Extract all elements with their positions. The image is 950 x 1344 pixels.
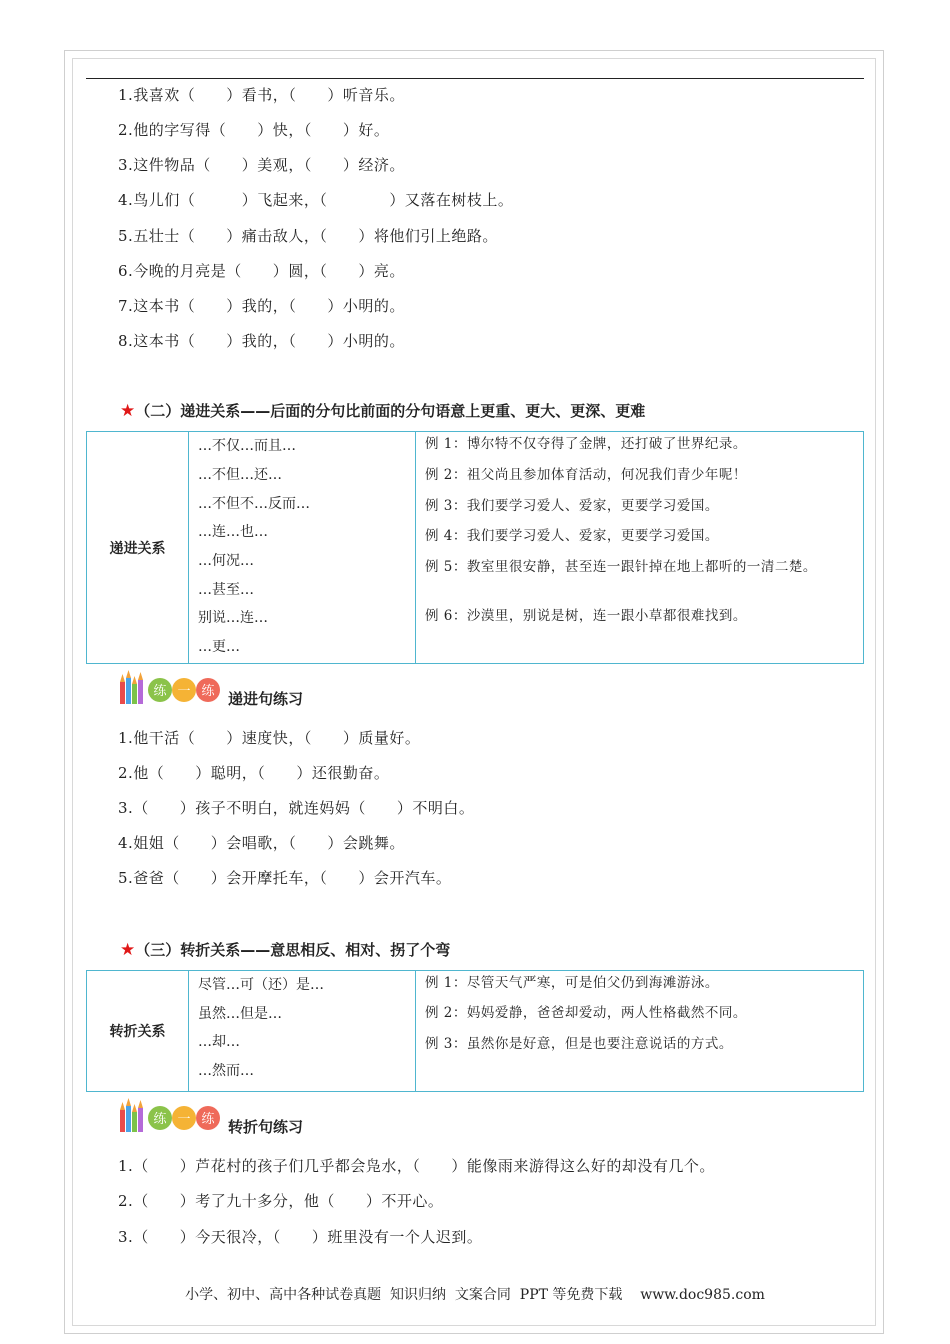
practice-badge-icon: [118, 1098, 224, 1136]
exercise-line: 4.鸟儿们（ ）飞起来，（ ）又落在树枝上。: [118, 191, 514, 209]
exercise-line: 8.这本书（ ）我的，（ ）小明的。: [118, 332, 405, 350]
example-sentence: 例 2：妈妈爱静，爸爸却爱动，两人性格截然不同。: [425, 1005, 747, 1021]
practice-line: 1.他干活（ ）速度快，（ ）质量好。: [118, 729, 421, 747]
examples-cell: [415, 971, 863, 1091]
section-title-progressive: ★（二）递进关系——后面的分句比前面的分句语意上更重、更大、更深、更难: [120, 401, 646, 421]
examples-cell: [415, 432, 863, 663]
practice-line: 2.（ ）考了九十多分，他（ ）不开心。: [118, 1192, 444, 1210]
badge-char: 练: [201, 1112, 215, 1127]
badge-char: 一: [177, 684, 191, 699]
badge-char: 练: [201, 684, 215, 699]
connective-word: …然而…: [198, 1063, 254, 1079]
badge-char: 练: [153, 684, 167, 699]
practice-line: 2.他（ ）聪明，（ ）还很勤奋。: [118, 764, 390, 782]
exercise-line: 5.五壮士（ ）痛击敌人，（ ）将他们引上绝路。: [118, 227, 498, 245]
exercise-line: 2.他的字写得（ ）快，（ ）好。: [118, 121, 390, 139]
example-sentence: 例 6：沙漠里，别说是树，连一跟小草都很难找到。: [425, 608, 747, 624]
example-sentence: 例 1：博尔特不仅夺得了金牌，还打破了世界纪录。: [425, 436, 747, 452]
badge-char: 练: [153, 1112, 167, 1127]
exercise-line: 3.这件物品（ ）美观，（ ）经济。: [118, 156, 405, 174]
connective-word: …何况…: [198, 553, 254, 569]
connective-word: …连…也…: [198, 524, 268, 540]
example-sentence: 例 2：祖父尚且参加体育活动，何况我们青少年呢！: [425, 467, 747, 483]
practice-line: 5.爸爸（ ）会开摩托车，（ ）会开汽车。: [118, 869, 452, 887]
example-sentence: 例 3：虽然你是好意，但是也要注意说话的方式。: [425, 1036, 733, 1052]
practice-title-progressive: 递进句练习: [228, 690, 304, 708]
connective-word: …更…: [198, 639, 240, 655]
example-sentence: 例 4：我们要学习爱人、爱家，更要学习爱国。: [425, 528, 719, 544]
example-sentence: 例 3：我们要学习爱人、爱家，更要学习爱国。: [425, 498, 719, 514]
badge-char: 一: [177, 1112, 191, 1127]
star-icon: ★: [120, 401, 136, 421]
connective-word: 尽管…可（还）是…: [198, 977, 324, 993]
relation-name-cell: 递进关系: [87, 432, 189, 663]
exercise-line: 1.我喜欢（ ）看书，（ ）听音乐。: [118, 86, 405, 104]
connective-word: …不仅…而且…: [198, 438, 296, 454]
exercise-line: 7.这本书（ ）我的，（ ）小明的。: [118, 297, 405, 315]
example-sentence: 例 5：教室里很安静，甚至连一跟针掉在地上都听的一清二楚。: [425, 559, 817, 575]
connective-word: 别说…连…: [198, 610, 268, 626]
section-title-adversative: ★（三）转折关系——意思相反、相对、拐了个弯: [120, 940, 451, 960]
connective-words-cell: [188, 971, 416, 1091]
connective-words-cell: [188, 432, 416, 663]
connective-word: …却…: [198, 1034, 240, 1050]
practice-badge-icon: [118, 670, 224, 708]
practice-line: 3.（ ）孩子不明白，就连妈妈（ ）不明白。: [118, 799, 475, 817]
exercise-line: 6.今晚的月亮是（ ）圆，（ ）亮。: [118, 262, 405, 280]
connective-word: …不但…还…: [198, 467, 282, 483]
practice-title-adversative: 转折句练习: [228, 1118, 304, 1136]
relation-name-cell: 转折关系: [87, 971, 189, 1091]
example-sentence: 例 1：尽管天气严寒，可是伯父仍到海滩游泳。: [425, 975, 719, 991]
progressive-relation-table: [86, 431, 864, 664]
connective-word: …甚至…: [198, 582, 254, 598]
adversative-relation-table: [86, 970, 864, 1092]
practice-line: 1.（ ）芦花村的孩子们几乎都会凫水，（ ）能像雨来游得这么好的却没有几个。: [118, 1157, 715, 1175]
footer-text: 小学、初中、高中各种试卷真题 知识归纳 文案合同 PPT 等免费下载 www.doc985.com: [185, 1287, 765, 1303]
header-rule: [86, 78, 864, 79]
connective-word: 虽然…但是…: [198, 1006, 282, 1022]
practice-line: 3.（ ）今天很冷，（ ）班里没有一个人迟到。: [118, 1228, 483, 1246]
connective-word: …不但不…反而…: [198, 496, 310, 512]
practice-line: 4.姐姐（ ）会唱歌，（ ）会跳舞。: [118, 834, 405, 852]
star-icon: ★: [120, 940, 136, 960]
